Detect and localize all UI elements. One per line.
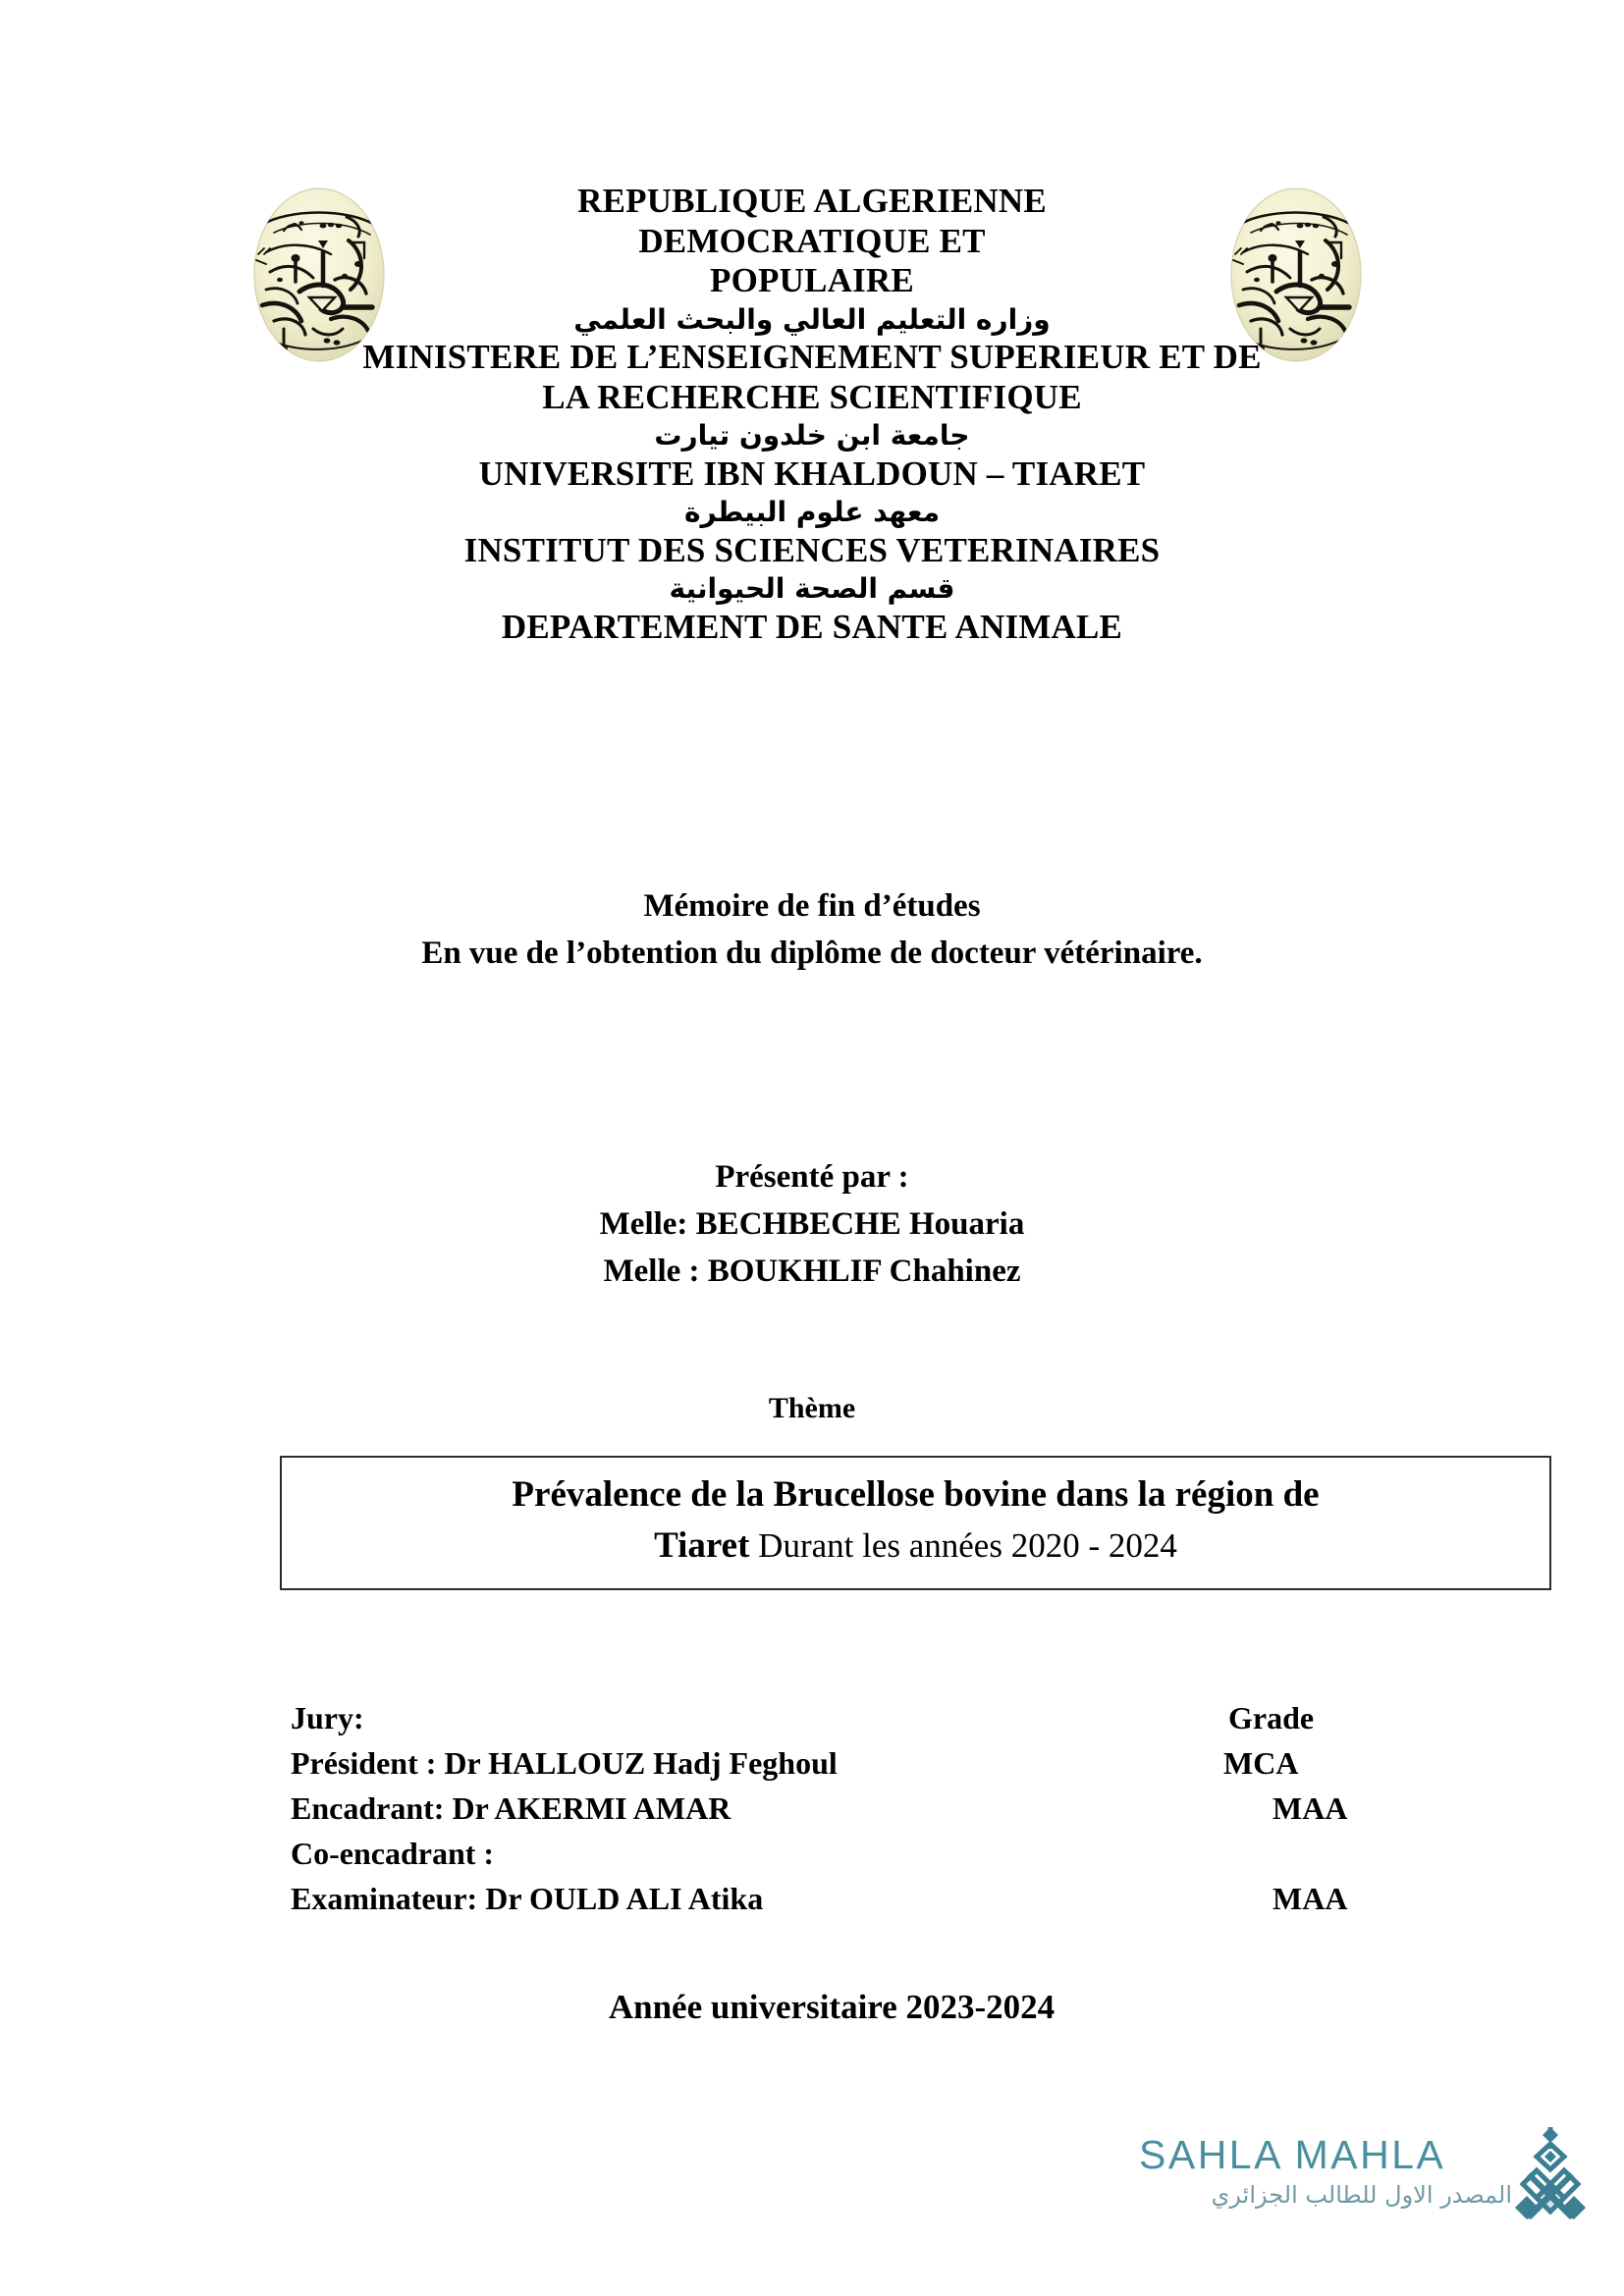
jury-label: Jury:	[291, 1700, 364, 1735]
theme-title-box	[280, 1456, 1551, 1590]
header-line-departement-ar: قسم الصحة الحيوانية	[669, 572, 955, 606]
theme-title-line-2	[282, 1522, 1549, 1570]
jury-row-examinateur	[291, 1876, 1420, 1921]
memoire-line-1: Mémoire de fin d’études	[643, 888, 981, 924]
memoire-line-2: En vue de l’obtention du diplôme de docteur vétérinaire.	[421, 934, 1203, 971]
university-seal-logo-right	[1218, 182, 1375, 368]
document-header	[0, 182, 1624, 647]
jury-role-examinateur: Examinateur: Dr OULD ALI Atika	[291, 1881, 764, 1917]
jury-grade-examinateur: MAA	[1272, 1881, 1348, 1917]
jury-row-co-encadrant	[291, 1831, 1420, 1876]
watermark-tagline: المصدر الاول للطالب الجزائري	[1211, 2181, 1512, 2209]
presented-by-label: Présenté par :	[715, 1159, 909, 1195]
jury-role-co-encadrant: Co-encadrant :	[291, 1836, 495, 1872]
jury-grade-president: MCA	[1223, 1745, 1299, 1782]
header-line-populaire: POPULAIRE	[710, 261, 914, 300]
header-line-universite-fr: UNIVERSITE IBN KHALDOUN – TIARET	[478, 454, 1146, 493]
academic-year: Année universitaire 2023-2024	[608, 1988, 1056, 2026]
jury-header-row	[291, 1695, 1420, 1740]
jury-row-president	[291, 1740, 1420, 1786]
header-line-ministere-fr1: MINISTERE DE L’ENSEIGNEMENT SUPERIEUR ET DE	[362, 338, 1262, 377]
header-line-republique: REPUBLIQUE ALGERIENNE	[577, 182, 1047, 220]
memoire-block	[0, 883, 1624, 978]
jury-block	[291, 1695, 1420, 1921]
jury-row-encadrant	[291, 1786, 1420, 1831]
jury-role-encadrant: Encadrant: Dr AKERMI AMAR	[291, 1790, 731, 1827]
sahla-mahla-watermark	[1139, 2132, 1600, 2253]
header-line-ministere-fr2: LA RECHERCHE SCIENTIFIQUE	[542, 377, 1082, 416]
author-name-1: Melle: BECHBECHE Houaria	[599, 1206, 1025, 1243]
theme-title-line-1: Prévalence de la Brucellose bovine dans la région de	[512, 1474, 1320, 1515]
watermark-text	[1139, 2132, 1512, 2210]
header-line-universite-ar: جامعة ابن خلدون تيارت	[654, 419, 970, 453]
berber-ornament-icon	[1507, 2123, 1594, 2231]
watermark-brand: SAHLA MAHLA	[1139, 2132, 1446, 2177]
theme-label: Thème	[768, 1392, 856, 1424]
header-line-departement-fr: DEPARTEMENT DE SANTE ANIMALE	[501, 607, 1123, 646]
jury-role-president: Président : Dr HALLOUZ Hadj Feghoul	[291, 1745, 838, 1782]
jury-grade-encadrant: MAA	[1272, 1790, 1348, 1827]
header-line-democratique: DEMOCRATIQUE ET	[638, 221, 986, 260]
header-line-institut-fr: INSTITUT DES SCIENCES VETERINAIRES	[463, 530, 1161, 569]
jury-grade-header: Grade	[1228, 1700, 1315, 1735]
header-row	[0, 182, 1624, 647]
header-line-ministere-ar: وزاره التعليم العالي والبحث العلمي	[573, 302, 1051, 336]
theme-title-period: Durant les années 2020 - 2024	[749, 1526, 1177, 1566]
author-name-2: Melle : BOUKHLIF Chahinez	[603, 1254, 1021, 1290]
theme-title-place: Tiaret	[654, 1525, 750, 1567]
university-seal-logo-left	[241, 182, 398, 368]
header-line-institut-ar: معهد علوم البيطرة	[683, 496, 941, 529]
presented-by-block	[0, 1153, 1624, 1296]
